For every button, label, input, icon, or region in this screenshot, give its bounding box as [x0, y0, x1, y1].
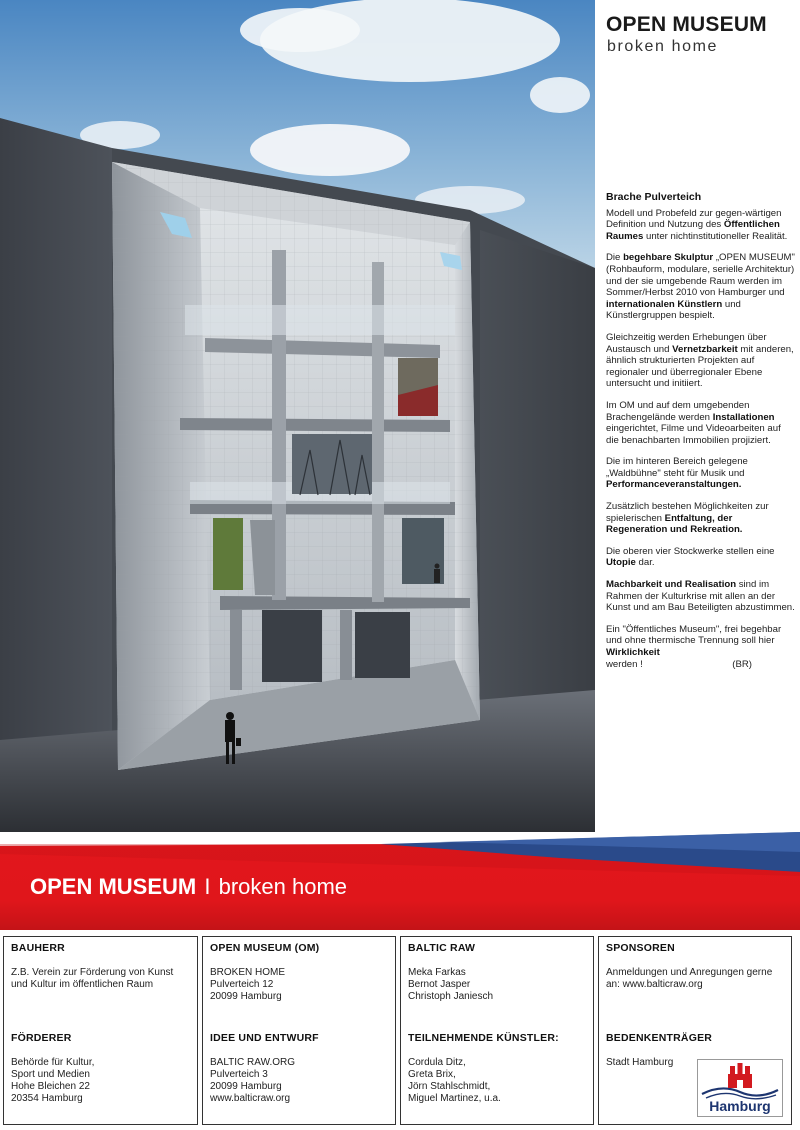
closing-text: werden !	[606, 658, 643, 670]
hamburg-logo	[697, 1059, 783, 1117]
kuenstler-line: Miguel Martinez, u.a.	[408, 1093, 501, 1104]
idee-line: BALTIC RAW.ORG	[210, 1057, 296, 1068]
paragraph-3: Gleichzeitig werden Erhebungen über Austausch und Vernetzbarkeit mit anderen, ähnlich strukturierten Projekten auf regionaler und überregionaler Ebene untersucht und initiiert.	[606, 331, 794, 390]
credits-area	[0, 930, 800, 1130]
idee-line: Pulverteich 3	[210, 1069, 268, 1080]
om-line: 20099 Hamburg	[210, 991, 282, 1002]
paragraph-1: Modell und Probefeld zur gegen-wärtigen Definition und Nutzung des Öffentlichen Raumes unter nichtinstitutioneller Realität.	[606, 207, 788, 242]
credit-box-4	[598, 936, 792, 1125]
section-bauherr	[11, 942, 193, 991]
idee-link[interactable]: www.balticraw.org	[210, 1093, 291, 1104]
bauherr-line: Z.B. Verein zur Förderung von Kunst	[11, 967, 174, 978]
baltic-line: Christoph Janiesch	[408, 991, 494, 1002]
side-column	[595, 0, 800, 832]
bauherr-line: und Kultur im öffentlichen Raum	[11, 979, 154, 990]
paragraph-8: Machbarkeit und Realisation sind im Rahmen der Kulturkrise mit allen an der Kunst und am Bau Beteiligten abzustimmen.	[606, 579, 795, 614]
hamburg-castle-icon	[698, 1060, 782, 1100]
banner-title-rest: broken home	[218, 874, 348, 899]
banner-title-strong: OPEN MUSEUM	[30, 874, 197, 899]
article	[606, 192, 796, 670]
credit-box-3	[400, 936, 594, 1125]
section-kuenstler	[408, 1032, 590, 1105]
paragraph-4: Im OM und auf dem umgebenden Brachengelände werden Installationen eingerichtet, Filme und Videoarbeiten auf die benachbarten Immobilien projiziert.	[606, 399, 781, 446]
paragraph-9: Ein "Öffentliches Museum", frei begehbar und ohne thermische Trennung soll hier Wirklichkeit	[606, 623, 782, 658]
section-foerderer	[11, 1032, 193, 1105]
section-sponsoren	[606, 942, 788, 991]
credit-box-2	[202, 936, 396, 1125]
om-heading: OPEN MUSEUM (OM)	[210, 942, 320, 954]
brand-title: OPEN MUSEUM	[606, 13, 767, 36]
sponsoren-line: Anmeldungen und Anregungen gerne	[606, 967, 773, 978]
paragraph-6: Zusätzlich bestehen Möglichkeiten zur spielerischen Entfaltung, der Regeneration und Rekreation.	[606, 501, 769, 536]
title-banner	[0, 832, 800, 930]
kuenstler-line: Jörn Stahlschmidt,	[408, 1081, 491, 1092]
idee-heading: IDEE UND ENTWURF	[210, 1032, 319, 1044]
foerderer-line: 20354 Hamburg	[11, 1093, 83, 1104]
traeger-heading: BEDENKENTRÄGER	[606, 1032, 713, 1044]
idee-line: 20099 Hamburg	[210, 1081, 282, 1092]
paragraph-2: Die begehbare Skulptur „OPEN MUSEUM" (Rohbauform, modulare, serielle Architektur) und der sie umgebende Raum werden im Sommer/Herbst 2010 von Hamburger und internationalen Künstlern und Künstlergruppen bespielt.	[606, 252, 795, 322]
foerderer-line: Hohe Bleichen 22	[11, 1081, 90, 1092]
hamburg-logo-word: Hamburg	[709, 1098, 771, 1114]
section-idee	[210, 1032, 392, 1105]
foerderer-heading: FÖRDERER	[11, 1032, 72, 1044]
kuenstler-heading: TEILNEHMENDE KÜNSTLER:	[408, 1032, 559, 1044]
paragraph-7: Die oberen vier Stockwerke stellen eine Utopie dar.	[606, 545, 775, 569]
article-heading: Brache Pulverteich	[606, 191, 702, 203]
sponsoren-link[interactable]: an: www.balticraw.org	[606, 979, 703, 990]
closing-line	[606, 659, 796, 671]
section-open-museum	[210, 942, 392, 1003]
foerderer-line: Behörde für Kultur,	[11, 1057, 95, 1068]
sponsoren-heading: SPONSOREN	[606, 942, 675, 954]
kuenstler-line: Cordula Ditz,	[408, 1057, 466, 1068]
paragraph-5: Die im hinteren Bereich gelegene „Waldbühne" steht für Musik und Performanceveranstaltungen.	[606, 456, 748, 491]
banner-title	[30, 874, 347, 900]
foerderer-line: Sport und Medien	[11, 1069, 90, 1080]
kuenstler-line: Greta Brix,	[408, 1069, 456, 1080]
baltic-line: Meka Farkas	[408, 967, 466, 978]
om-line: BROKEN HOME	[210, 967, 286, 978]
brand-subtitle: broken home	[607, 38, 718, 55]
banner-separator: I	[204, 874, 211, 899]
baltic-line: Bernot Jasper	[408, 979, 471, 990]
section-baltic-raw	[408, 942, 590, 1003]
bauherr-heading: BAUHERR	[11, 942, 65, 954]
om-line: Pulverteich 12	[210, 979, 274, 990]
person-figure-small	[434, 564, 440, 584]
credit-box-1	[3, 936, 198, 1125]
traeger-line: Stadt Hamburg	[606, 1057, 674, 1068]
signature: (BR)	[732, 658, 752, 670]
baltic-heading: BALTIC RAW	[408, 942, 476, 954]
